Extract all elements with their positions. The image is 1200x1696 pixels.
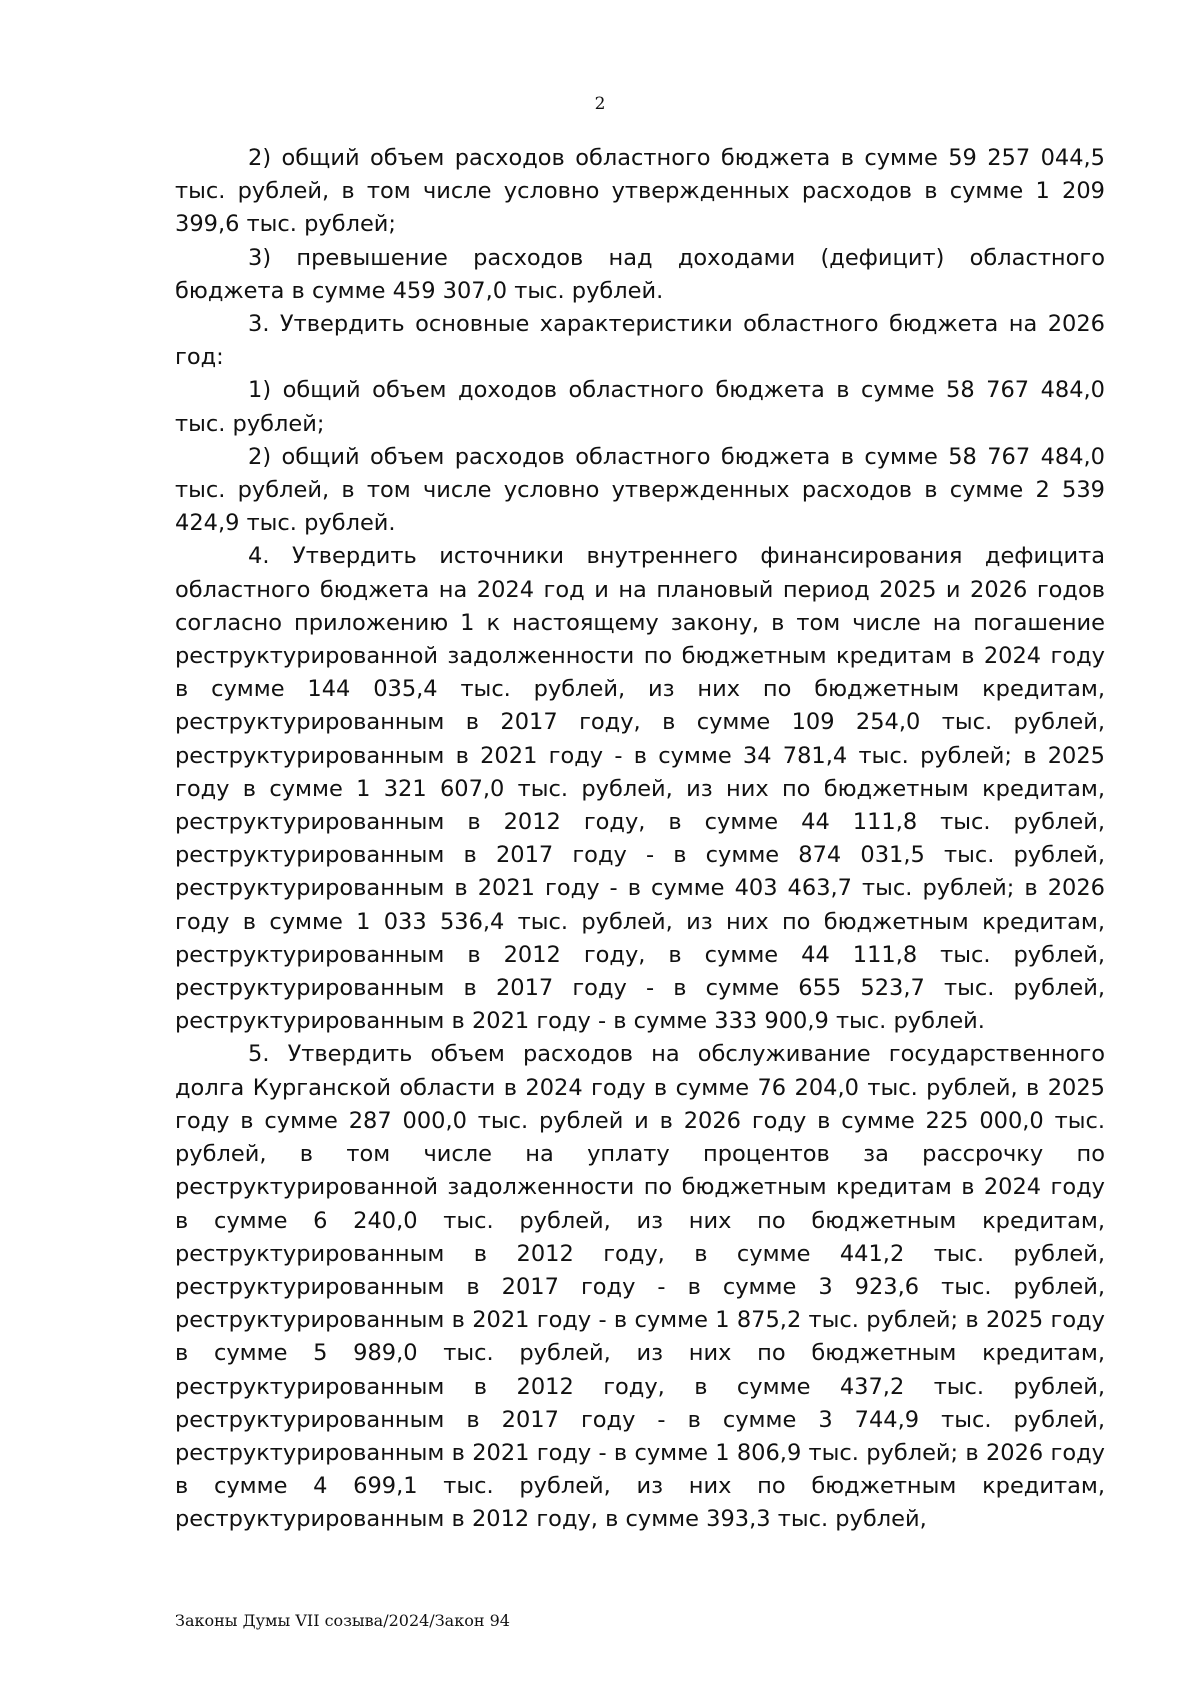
- paragraph-total-expenditure-2026: 2) общий объем расходов областного бюджета в сумме 58 767 484,0 тыс. рублей, в том числе условно утвержденных расходов в сумме 2 539 424,9 тыс. рублей.: [175, 443, 1105, 537]
- paragraph-deficit-2025: 3) превышение расходов над доходами (дефицит) областного бюджета в сумме 459 307,0 тыс. рублей.: [175, 244, 1105, 304]
- paragraph-clause-5-debt-service: 5. Утвердить объем расходов на обслуживание государственного долга Курганской области в 2024 году в сумме 76 204,0 тыс. рублей, в 2025 году в сумме 287 000,0 тыс. рублей и в 2026 году в сумме 225 000,0 тыс. рублей, в том числе на уплату процентов за рассрочку по реструктурированной задолженности по бюджетным кредитам в 2024 году в сумме 6 240,0 тыс. рублей, из них по бюджетным кредитам, реструктурированным в 2012 году, в сумме 441,2 тыс. рублей, реструктурированным в 2017 году - в сумме 3 923,6 тыс. рублей, реструктурированным в 2021 году - в сумме 1 875,2 тыс. рублей; в 2025 году в сумме 5 989,0 тыс. рублей, из них по бюджетным кредитам, реструктурированным в 2012 году, в сумме 437,2 тыс. рублей, реструктурированным в 2017 году - в сумме 3 744,9 тыс. рублей, реструктурированным в 2021 году - в сумме 1 806,9 тыс. рублей; в 2026 году в сумме 4 699,1 тыс. рублей, из них по бюджетным кредитам, реструктурированным в 2012 году, в сумме 393,3 тыс. рублей,: [175, 1041, 1105, 1533]
- page-number: 2: [594, 94, 606, 114]
- footer-document-reference: Законы Думы VII созыва/2024/Закон 94: [175, 1611, 510, 1630]
- paragraph-clause-4-deficit-financing: 4. Утвердить источники внутреннего финансирования дефицита областного бюджета на 2024 год и на плановый период 2025 и 2026 годов согласно приложению 1 к настоящему закону, в том числе на погашение реструктурированной задолженности по бюджетным кредитам в 2024 году в сумме 144 035,4 тыс. рублей, из них по бюджетным кредитам, реструктурированным в 2017 году, в сумме 109 254,0 тыс. рублей, реструктурированным в 2021 году - в сумме 34 781,4 тыс. рублей; в 2025 году в сумме 1 321 607,0 тыс. рублей, из них по бюджетным кредитам, реструктурированным в 2012 году, в сумме 44 111,8 тыс. рублей, реструктурированным в 2017 году - в сумме 874 031,5 тыс. рублей, реструктурированным в 2021 году - в сумме 403 463,7 тыс. рублей; в 2026 году в сумме 1 033 536,4 тыс. рублей, из них по бюджетным кредитам, реструктурированным в 2012 году, в сумме 44 111,8 тыс. рублей, реструктурированным в 2017 году - в сумме 655 523,7 тыс. рублей, реструктурированным в 2021 году - в сумме 333 900,9 тыс. рублей.: [175, 543, 1105, 1035]
- paragraph-total-expenditure-2025: 2) общий объем расходов областного бюджета в сумме 59 257 044,5 тыс. рублей, в том числе условно утвержденных расходов в сумме 1 209 399,6 тыс. рублей;: [175, 145, 1105, 238]
- paragraph-total-revenue-2026: 1) общий объем доходов областного бюджета в сумме 58 767 484,0 тыс. рублей;: [175, 377, 1105, 437]
- paragraph-clause-3-heading: 3. Утвердить основные характеристики областного бюджета на 2026 год:: [175, 311, 1105, 371]
- document-body: [175, 142, 1105, 1537]
